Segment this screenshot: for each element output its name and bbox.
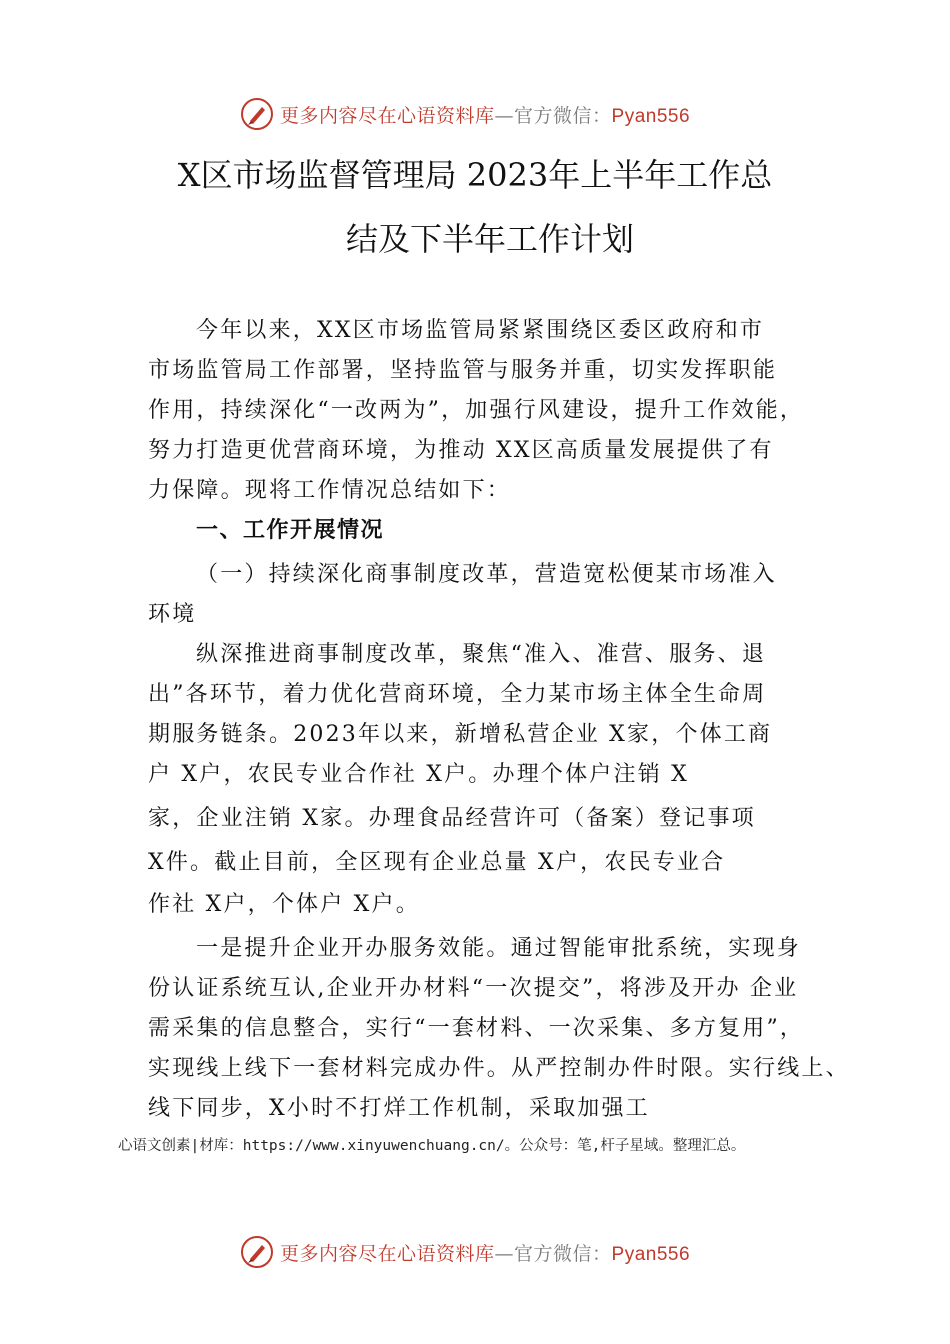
banner-library-text: 更多内容尽在心语资料库 xyxy=(280,104,495,127)
body-line: X件。截止目前，全区现有企业总量 X户，农民专业合 xyxy=(148,850,726,875)
subsection-heading-cont: 环境 xyxy=(148,602,197,627)
banner-text xyxy=(280,1239,690,1266)
body-line: 今年以来，XX区市场监管局紧紧围绕区委区政府和市 xyxy=(196,318,765,343)
top-banner xyxy=(240,96,760,132)
body-line: 纵深推进商事制度改革，聚焦“准入、准营、服务、退 xyxy=(196,642,767,667)
banner-library-text: 更多内容尽在心语资料库 xyxy=(280,1242,495,1265)
banner-wechat-id: Pyan556 xyxy=(611,105,691,127)
section-heading: 一、工作开展情况 xyxy=(196,518,385,543)
body-line: 期服务链条。2023年以来，新增私营企业 X家，个体工商 xyxy=(148,722,773,747)
body-line: 户 X户，农民专业合作社 X户。办理个体户注销 X xyxy=(148,762,689,787)
document-title-line-1: X区市场监督管理局 2023年上半年工作总 xyxy=(177,156,773,194)
body-line: 力保障。现将工作情况总结如下： xyxy=(148,478,512,503)
banner-wechat-label: —官方微信： xyxy=(494,104,612,127)
body-line: 家，企业注销 X家。办理食品经营许可（备案）登记事项 xyxy=(148,806,756,831)
body-line: 一是提升企业开办服务效能。通过智能审批系统，实现身 xyxy=(196,936,802,961)
banner-wechat-id: Pyan556 xyxy=(611,1243,691,1265)
body-line: 线下同步，X小时不打烊工作机制，采取加强工 xyxy=(148,1096,650,1121)
source-note: 心语文创素|材库：https://www.xinyuwenchuang.cn/。公众号：笔,杆子星域。整理汇总。 xyxy=(118,1138,746,1154)
document-title-line-2: 结及下半年工作计划 xyxy=(345,220,634,258)
banner-wechat-label: —官方微信： xyxy=(494,1242,612,1265)
bottom-banner xyxy=(240,1234,760,1270)
body-line: 份认证系统互认,企业开办材料“一次提交”，将涉及开办 企业 xyxy=(148,976,799,1001)
subsection-heading: （一）持续深化商事制度改革，营造宽松便某市场准入 xyxy=(196,562,777,587)
body-line: 作社 X户，个体户 X户。 xyxy=(148,892,420,917)
body-line: 市场监管局工作部署，坚持监管与服务并重，切实发挥职能 xyxy=(148,358,778,383)
body-line: 需采集的信息整合，实行“一套材料、一次采集、多方复用”， xyxy=(148,1016,805,1041)
body-line: 出”各环节，着力优化营商环境，全力某市场主体全生命周 xyxy=(148,682,767,707)
body-line: 作用，持续深化“一改两为”，加强行风建设，提升工作效能， xyxy=(148,398,805,423)
pen-logo-icon xyxy=(240,97,274,131)
pen-logo-icon xyxy=(240,1235,274,1269)
banner-text xyxy=(280,101,690,128)
body-line: 实现线上线下一套材料完成办件。从严控制办件时限。实行线上、 xyxy=(148,1056,850,1081)
body-line: 努力打造更优营商环境，为推动 XX区高质量发展提供了有 xyxy=(148,438,774,463)
